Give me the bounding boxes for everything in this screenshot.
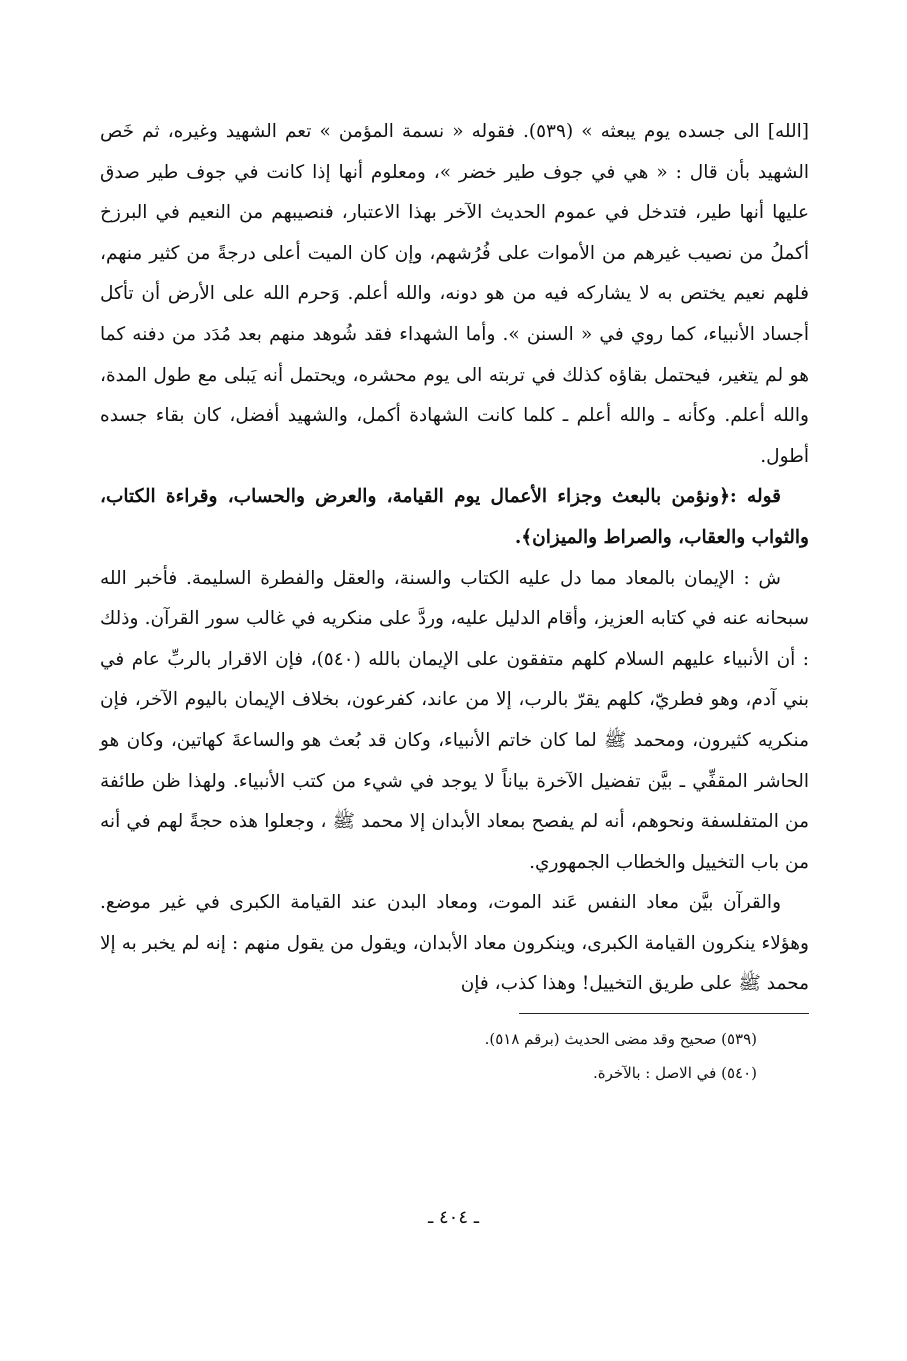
paragraph-3: ش : الإيمان بالمعاد مما دل عليه الكتاب والسنة، والعقل والفطرة السليمة. فأخبر الله سبحانه عنه في كتابه العزيز، وأقام الدليل عليه، وردَّ على منكريه في غالب سور القرآن. وذلك : أن الأنبياء عليهم السلام كلهم متفقون على الإيمان بالله ‏(٥٤٠)‏، فإن الاقرار بالربِّ عام في بني آدم، وهو فطريّ، كلهم يقرّ بالرب، إلا من عاند، كفرعون، بخلاف الإيمان باليوم الآخر، فإن منكريه كثيرون، ومحمد ﷺ لما كان خاتم الأنبياء، وكان قد بُعث هو والساعةَ كهاتين، وكان هو الحاشر المقفِّي ـ بيَّن تفضيل الآخرة بياناً لا يوجد في شيء من كتب الأنبياء. ولهذا ظن طائفة من المتفلسفة ونحوهم، أنه لم يفصح بمعاد الأبدان إلا محمد ﷺ ، وجعلوا هذه حجةً لهم في أنه من باب التخييل والخطاب الجمهوري.	[100, 567, 809, 873]
footnote-539: (٥٣٩) صحيح وقد مضى الحديث (برقم ٥١٨).	[484, 1030, 757, 1049]
footnotes	[100, 1022, 809, 1090]
paragraph-1: [الله] الى جسده يوم يبعثه » ‏(٥٣٩)‏. فقوله « نسمة المؤمن » تعم الشهيد وغيره، ثم خَص الشهيد بأن قال : « هي في جوف طير خضر »، ومعلوم أنها إذا كانت في جوف طير صدق عليها أنها طير، فتدخل في عموم الحديث الآخر بهذا الاعتبار، فنصيبهم من النعيم في البرزخ أكملُ من نصيب غيرهم من الأموات على فُرُشهم، وإن كان الميت أعلى درجةً من كثير منهم، فلهم نعيم يختص به لا يشاركه فيه من هو دونه، والله أعلم. وَحرم الله على الأرض أن تأكل أجساد الأنبياء، كما روي في « السنن ». وأما الشهداء فقد شُوهد منهم بعد مُدَد من دفنه كما هو لم يتغير، فيحتمل بقاؤه كذلك في تربته الى يوم محشره، ويحتمل أنه يَبلى مع طول المدة، والله أعلم. وكأنه ـ والله أعلم ـ كلما كانت الشهادة أكمل، والشهيد أفضل، كان بقاء جسده أطول.	[100, 121, 809, 467]
paragraph-2-matn: قوله :﴿ونؤمن بالبعث وجزاء الأعمال يوم القيامة، والعرض والحساب، وقراءة الكتاب، والثواب والعقاب، والصراط والميزان﴾.	[100, 486, 809, 548]
page-number: ـ ٤٠٤ ـ	[427, 1207, 479, 1228]
footnote-540: (٥٤٠) في الاصل : بالآخرة.	[593, 1064, 757, 1083]
paragraph-4: والقرآن بيَّن معاد النفس عَند الموت، ومعاد البدن عند القيامة الكبرى في غير موضع. وهؤلاء ينكرون القيامة الكبرى، وينكرون معاد الأبدان، ويقول من يقول منهم : إنه لم يخبر به إلا محمد ﷺ على طريق التخييل! وهذا كذب، فإن	[100, 892, 809, 995]
footnote-divider	[519, 1013, 809, 1014]
